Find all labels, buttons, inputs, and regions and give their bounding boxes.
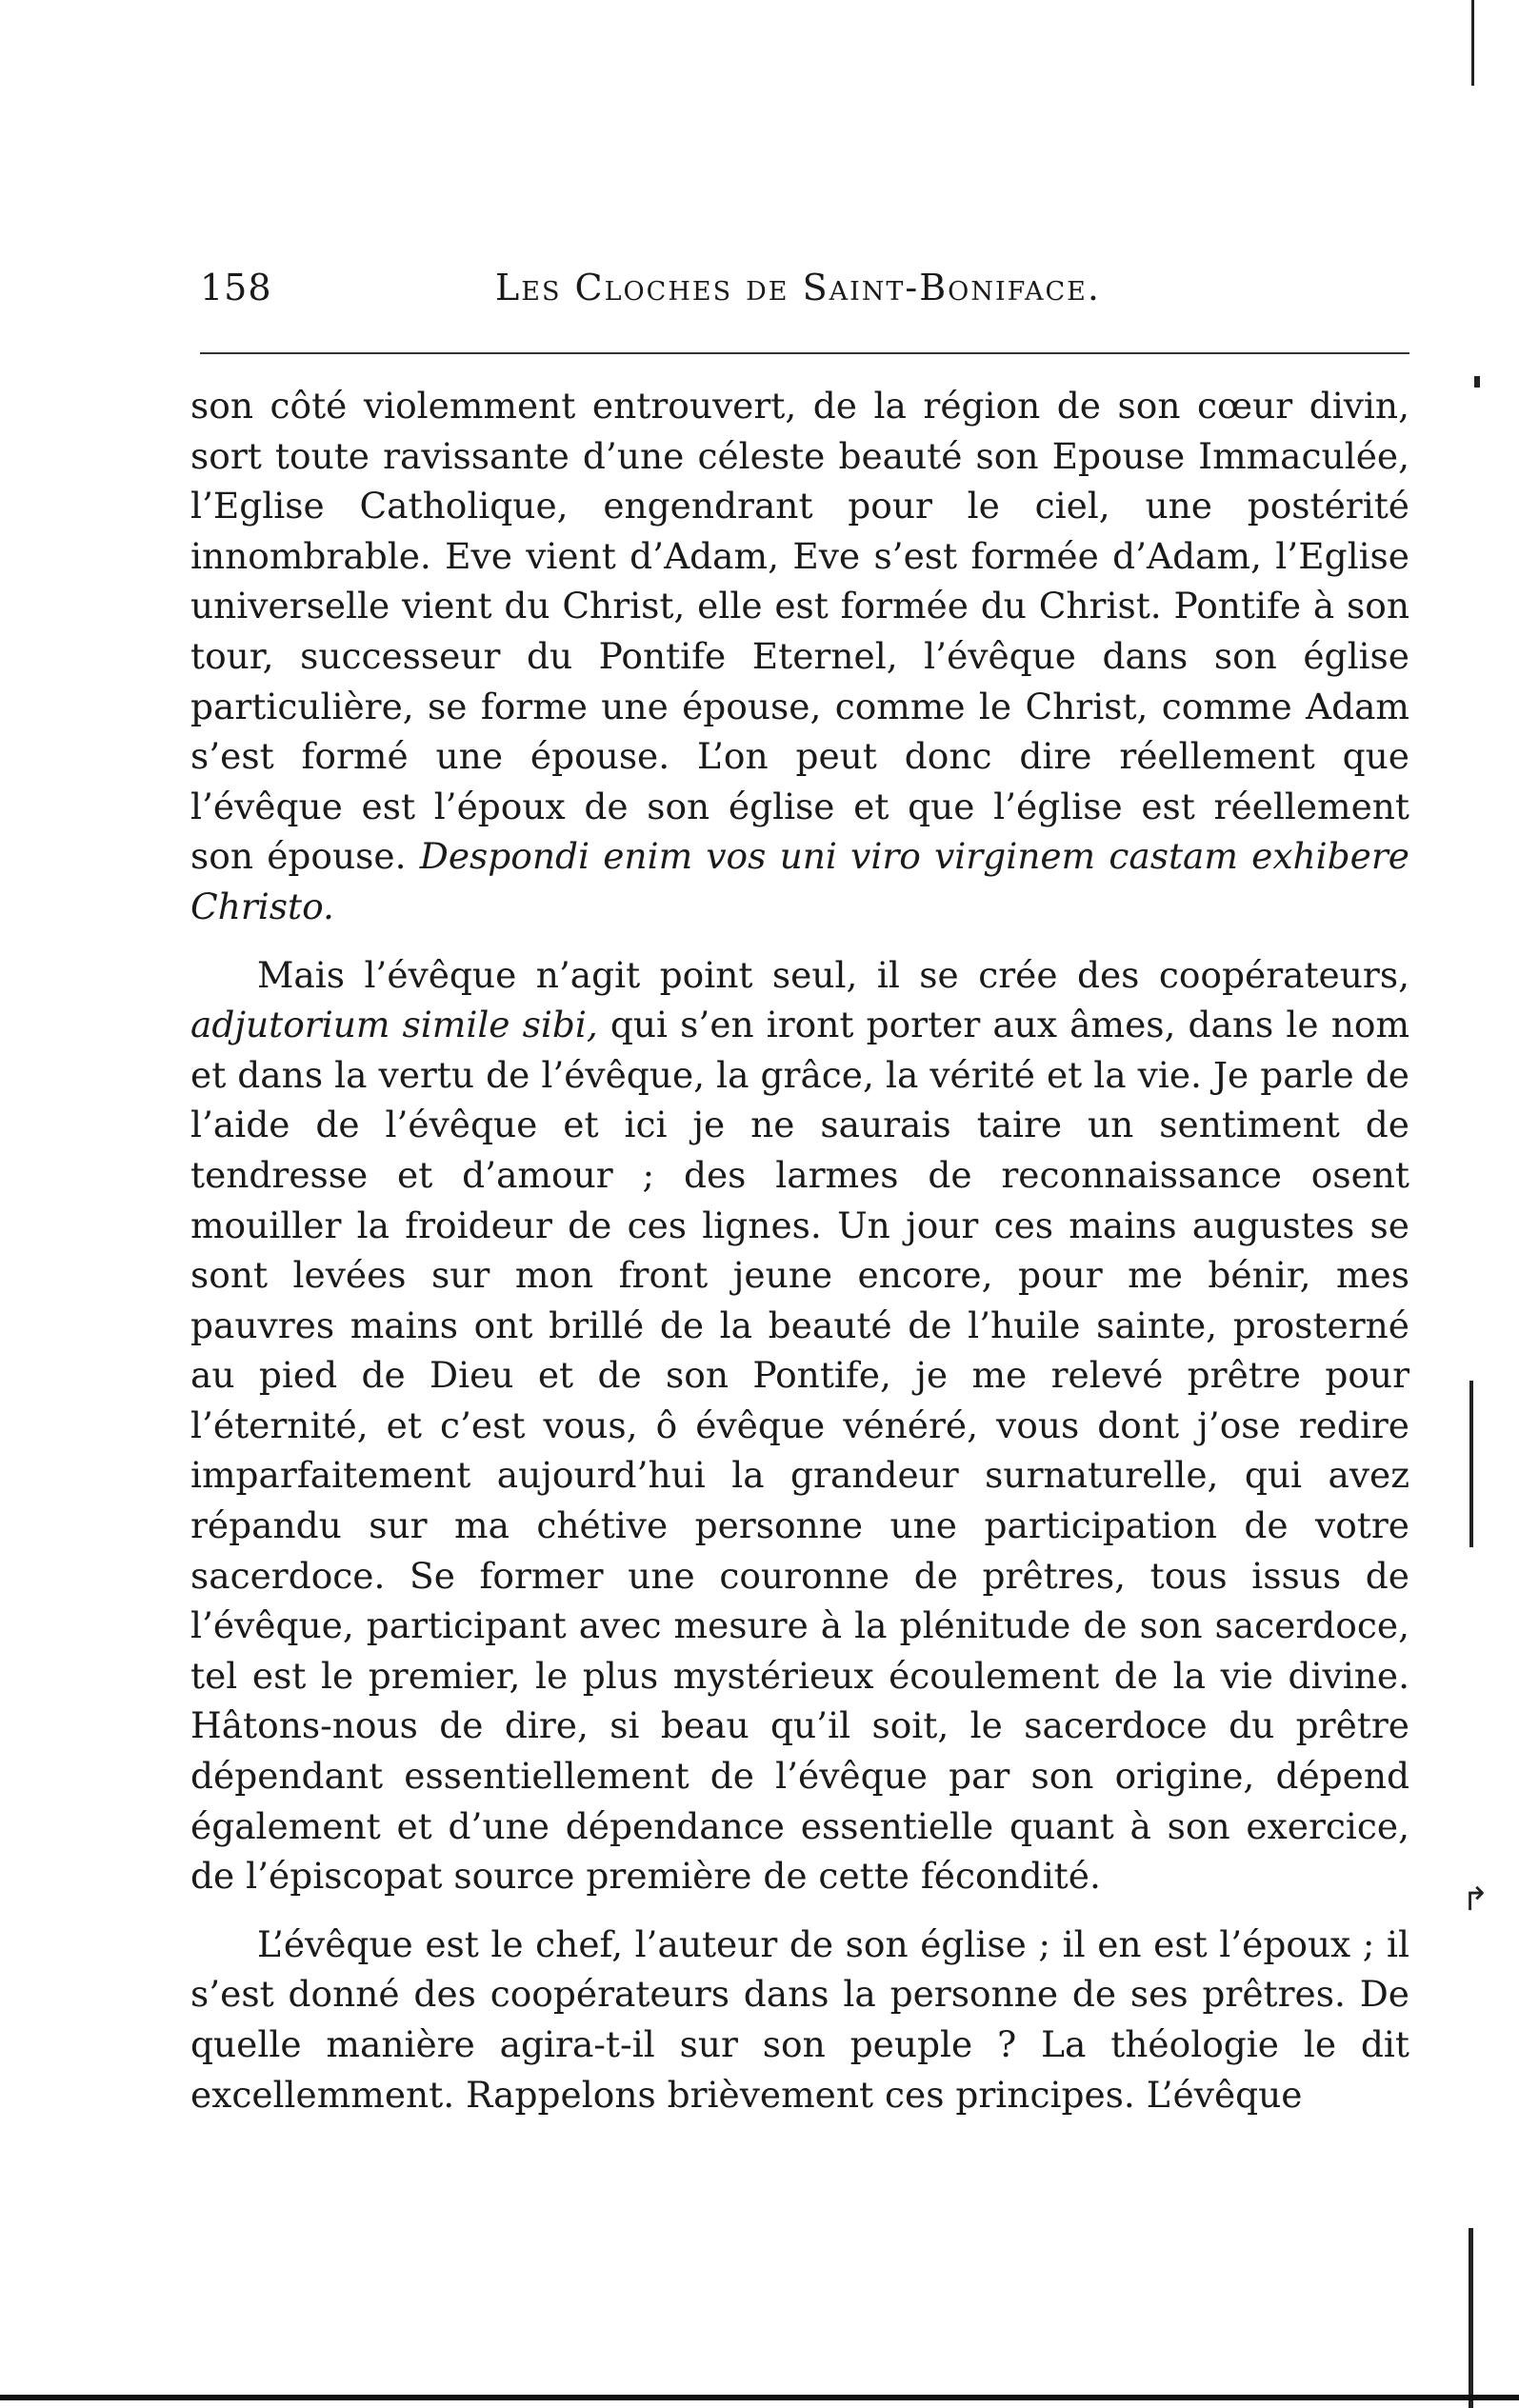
scan-edge-mark bbox=[1471, 0, 1474, 86]
paragraph-1-text: son côté violemment entrouvert, de la région de son cœur divin, sort toute ravissante d’une céleste beauté son Epouse Immaculée, l’Eglise Catholique, engendrant pour le ciel, une postérité innombrable. Eve vient d’Adam, Eve s’est formée d’Adam, l’Eglise universelle vient du Christ, elle est formée du Christ. Pontife à son tour, successeur du Pontife Eternel, l’évêque dans son église particulière, se forme une épouse, comme le Christ, comme Adam s’est formé une épouse. L’on peut donc dire réellement que l’évêque est l’époux de son église et que l’église est réellement son épouse. bbox=[190, 385, 1409, 878]
paragraph-3 bbox=[190, 1920, 1409, 2119]
running-title: Les Cloches de Saint-Boniface. bbox=[495, 267, 1101, 308]
paragraph-2-text-start: Mais l’évêque n’agit point seul, il se crée des coopérateurs, bbox=[257, 953, 1409, 996]
header-rule bbox=[200, 352, 1409, 354]
paragraph-1 bbox=[190, 381, 1409, 932]
scan-bottom-edge bbox=[0, 2395, 1519, 2400]
paragraph-2-text-rest: qui s’en iront porter aux âmes, dans le nom et dans la vertu de l’évêque, la grâce, la vérité et la vie. Je parle de l’aide de l’évêque et ici je ne saurais taire un sentiment de tendresse et d’amour ; des larmes de reconnaissance osent mouiller la froideur de ces lignes. Un jour ces mains augustes se sont levées sur mon front jeune encore, pour me bénir, mes pauvres mains ont brillé de la beauté de l’huile sainte, prosterné au pied de Dieu et de son Pontife, je me relevé prêtre pour l’éternité, et c’est vous, ô évêque vénéré, vous dont j’ose redire imparfaitement aujourd’hui la grandeur surnaturelle, qui avez répandu sur ma chétive personne une participation de votre sacerdoce. Se former une couronne de prêtres, tous issus de l’évêque, participant avec mesure à la plénitude de son sacerdoce, tel est le premier, le plus mystérieux écoulement de la vie divine. Hâtons-nous de dire, si beau qu’il soit, le sacerdoce du prêtre dépendant essentiellement de l’évêque par son origine, dépend également et d’une dépendance essentielle quant à son exercice, de l’épiscopat source première de cette fécondité. bbox=[190, 1004, 1409, 1898]
page-header bbox=[200, 257, 1409, 314]
scan-edge-mark bbox=[1474, 376, 1480, 388]
latin-quote: Despondi enim vos uni viro virginem castam exhibere Christo. bbox=[190, 835, 1409, 927]
page-number: 158 bbox=[200, 267, 272, 308]
scan-edge-mark bbox=[1469, 1381, 1473, 1547]
scan-edge-mark bbox=[1469, 2228, 1473, 2408]
latin-phrase: adjutorium simile sibi, bbox=[190, 1004, 598, 1046]
paragraph-3-text: L’évêque est le chef, l’auteur de son église ; il en est l’époux ; il s’est donné des coopérateurs dans la personne de ses prêtres. De quelle manière agira-t-il sur son peuple ? La théologie le dit excellemment. Rappelons brièvement ces principes. L’évêque bbox=[190, 1922, 1409, 2116]
body-text bbox=[190, 381, 1409, 2119]
paragraph-2 bbox=[190, 950, 1409, 1901]
margin-mark-icon: ↱ bbox=[1462, 1881, 1489, 1919]
